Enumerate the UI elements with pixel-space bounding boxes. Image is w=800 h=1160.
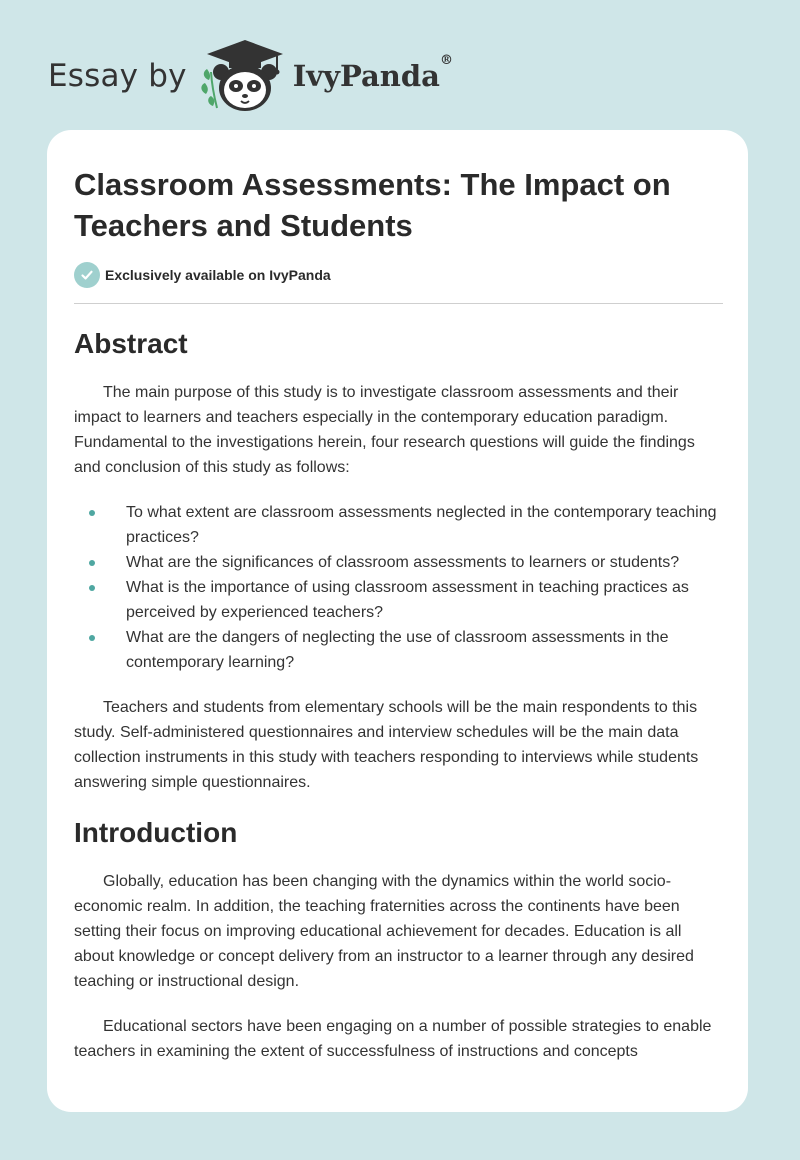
essay-brand-header: [48, 36, 453, 116]
article-title: Classroom Assessments: The Impact on Teachers and Students: [74, 167, 671, 243]
brand-name[interactable]: IvyPanda®: [292, 53, 453, 93]
article-body: [74, 318, 724, 1064]
list-item: What are the significances of classroom assessments to learners or students?: [74, 550, 724, 575]
check-circle-icon: [74, 262, 100, 288]
research-questions-list: [74, 500, 724, 675]
introduction-paragraph: Educational sectors have been engaging on a number of possible strategies to enable teachers in examining the extent of successfulness of instructions and concepts: [74, 1018, 712, 1060]
title-divider: [74, 303, 723, 304]
brand-prefix: Essay by: [48, 58, 187, 94]
panda-graduate-logo-icon[interactable]: [199, 36, 291, 116]
article-card: [47, 130, 748, 1112]
section-heading-introduction: Introduction: [74, 817, 238, 848]
abstract-paragraph: Teachers and students from elementary schools will be the main respondents to this study. Self-administered questionnaires and interview schedules will be the main data collection instruments in this study with teachers responding to interviews while students answering simple questionnaires.: [74, 699, 699, 791]
list-item: What are the dangers of neglecting the use of classroom assessments in the contemporary learning?: [74, 625, 724, 675]
introduction-paragraph: Globally, education has been changing with the dynamics within the world socio-economic realm. In addition, the teaching fraternities across the continents have been setting their focus on improving educational achievement for decades. Education is all about knowledge or concept delivery from an instructor to a learner through any desired teaching or instructional design.: [74, 873, 694, 990]
exclusive-badge: [74, 262, 331, 288]
list-item: To what extent are classroom assessments neglected in the contemporary teaching practices?: [74, 500, 724, 550]
list-item: What is the importance of using classroom assessment in teaching practices as perceived by experienced teachers?: [74, 575, 724, 625]
abstract-paragraph: The main purpose of this study is to investigate classroom assessments and their impact to learners and teachers especially in the contemporary education paradigm. Fundamental to the investigations herein, four research questions will guide the findings and conclusion of this study as follows:: [74, 384, 695, 476]
exclusive-badge-label: Exclusively available on IvyPanda: [105, 267, 331, 283]
section-heading-abstract: Abstract: [74, 328, 188, 359]
